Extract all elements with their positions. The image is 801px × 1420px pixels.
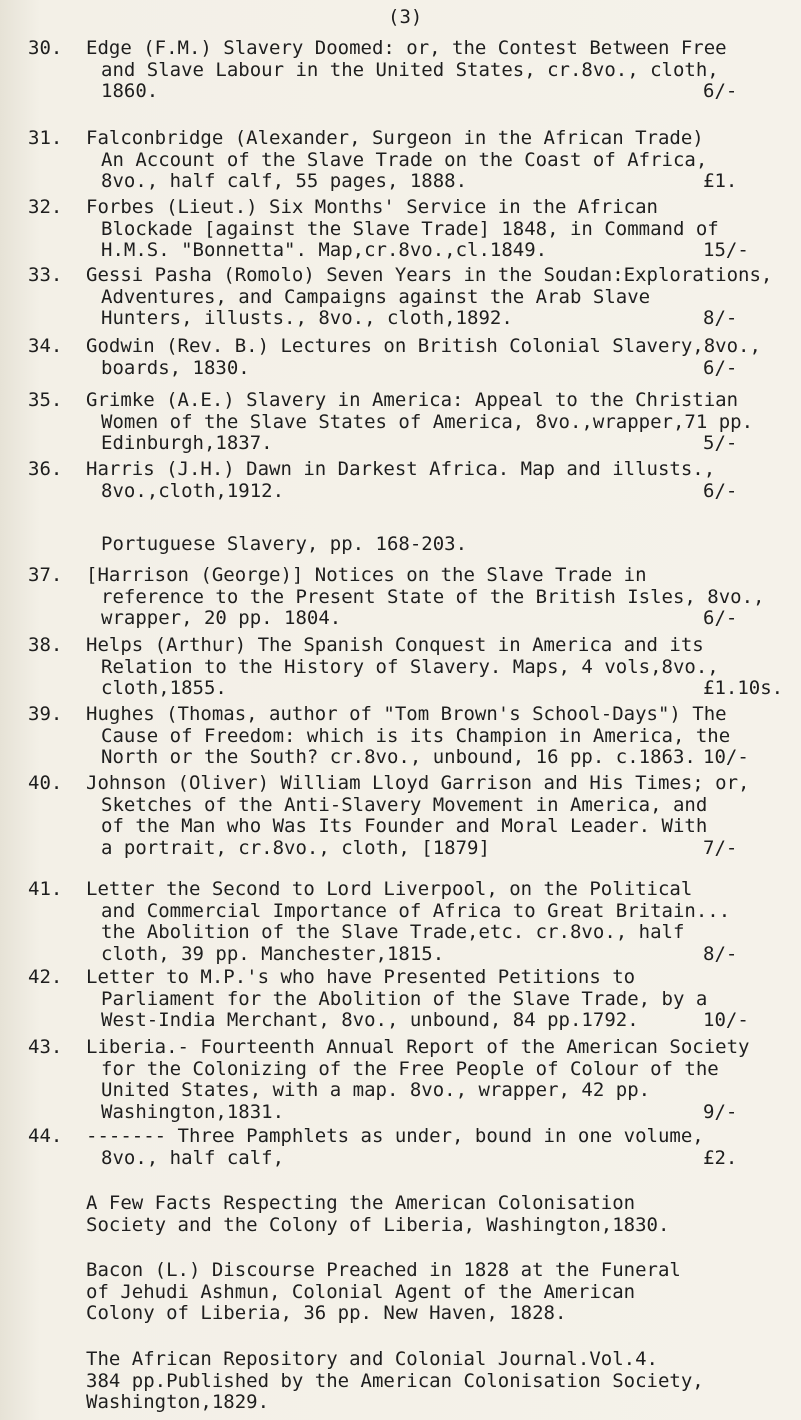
entry-text-line: [Harrison (George)] Notices on the Slave Trade in	[86, 564, 647, 586]
entry-text-line: a portrait, cr.8vo., cloth, [1879]	[101, 836, 490, 859]
entry-text-line: Falconbridge (Alexander, Surgeon in the African Trade)	[86, 127, 704, 149]
pamphlet-text-line: Bacon (L.) Discourse Preached in 1828 at the Funeral	[86, 1259, 681, 1281]
entry-text-line: Helps (Arthur) The Spanish Conquest in America and its	[86, 634, 704, 656]
pamphlet-text-line: The African Repository and Colonial Journal.Vol.4.	[86, 1348, 658, 1370]
entry-text-line: Parliament for the Abolition of the Slave Trade, by a	[101, 987, 708, 1010]
entry-price: 10/-	[703, 746, 749, 768]
entry-text-line: of the Man who Was Its Founder and Moral Leader. With	[101, 815, 708, 837]
entry-text-line: Forbes (Lieut.) Six Months' Service in the African	[86, 196, 658, 218]
entry-text-line: H.M.S. "Bonnetta". Map,cr.8vo.,cl.1849.	[101, 239, 548, 261]
entry-number: 44.	[28, 1125, 63, 1147]
entry-text-line: Cause of Freedom: which is its Champion in America, the	[101, 724, 731, 747]
entry-number: 42.	[28, 966, 63, 988]
entry-text-line: Johnson (Oliver) William Lloyd Garrison and His Times; or,	[86, 772, 750, 794]
entry-text-line: Letter the Second to Lord Liverpool, on the Political	[86, 878, 693, 900]
entry-price: 5/-	[703, 432, 738, 454]
entry-number: 39.	[28, 703, 63, 725]
entry-text-line: Grimke (A.E.) Slavery in America: Appeal to the Christian	[86, 389, 739, 411]
entry-price: 15/-	[703, 239, 749, 261]
entry-text-line: Hunters, illusts., 8vo., cloth,1892.	[101, 307, 513, 329]
entry-price: 9/-	[703, 1100, 738, 1123]
entry-text-line: Godwin (Rev. B.) Lectures on British Colonial Slavery,8vo.,	[86, 335, 761, 357]
entry-text-line: Gessi Pasha (Romolo) Seven Years in the Soudan:Explorations,	[86, 264, 773, 286]
entry-price: £1.10s.	[703, 677, 784, 699]
entry-number: 31.	[28, 127, 63, 149]
entry-text-line: 8vo.,cloth,1912.	[101, 479, 285, 502]
entry-text-line: Edinburgh,1837.	[101, 432, 273, 454]
entry-text-line: An Account of the Slave Trade on the Coast of Africa,	[101, 148, 708, 171]
pamphlet-text-line: 384 pp.Published by the American Colonisation Society,	[86, 1369, 704, 1392]
entry-number: 41.	[28, 878, 63, 900]
entry-text-line: wrapper, 20 pp. 1804.	[101, 607, 342, 629]
entry-text-line: and Commercial Importance of Africa to Great Britain...	[101, 899, 731, 922]
entry-text-line: United States, with a map. 8vo., wrapper, 42 pp.	[101, 1079, 651, 1101]
entry-price: 8/-	[703, 942, 738, 965]
pamphlet-text-line: Washington,1829.	[86, 1391, 270, 1413]
entry-text-line: Hughes (Thomas, author of "Tom Brown's School-Days") The	[86, 703, 727, 725]
entry-text-line: Adventures, and Campaigns against the Arab Slave	[101, 285, 651, 308]
entry-price: 6/-	[703, 479, 738, 502]
entry-text-line: Liberia.- Fourteenth Annual Report of the American Society	[86, 1036, 750, 1058]
entry-price: £2.	[703, 1146, 738, 1169]
entry-number: 40.	[28, 772, 63, 794]
entry-number: 33.	[28, 264, 63, 286]
entry-text-line: the Abolition of the Slave Trade,etc. cr.8vo., half	[101, 921, 685, 943]
entry-price: 8/-	[703, 307, 738, 329]
entry-note: Portuguese Slavery, pp. 168-203.	[101, 533, 468, 555]
entry-price: 6/-	[703, 80, 738, 102]
pamphlet-text-line: Society and the Colony of Liberia, Washington,1830.	[86, 1213, 670, 1236]
entry-number: 30.	[28, 37, 63, 59]
entry-text-line: Women of the Slave States of America, 8vo.,wrapper,71 pp.	[101, 410, 754, 433]
entry-text-line: cloth,1855.	[101, 677, 227, 699]
entry-text-line: Edge (F.M.) Slavery Doomed: or, the Contest Between Free	[86, 37, 727, 59]
entry-text-line: cloth, 39 pp. Manchester,1815.	[101, 942, 445, 965]
entry-text-line: Relation to the History of Slavery. Maps, 4 vols,8vo.,	[101, 655, 719, 678]
entry-text-line: and Slave Labour in the United States, cr.8vo., cloth,	[101, 58, 719, 81]
entry-number: 38.	[28, 634, 63, 656]
pamphlet-text-line: A Few Facts Respecting the American Colonisation	[86, 1192, 636, 1214]
entry-price: 7/-	[703, 836, 738, 859]
entry-text-line: Harris (J.H.) Dawn in Darkest Africa. Map and illusts.,	[86, 458, 716, 480]
entry-price: £1.	[703, 170, 738, 192]
entry-text-line: 8vo., half calf,	[101, 1146, 285, 1169]
entry-text-line: boards, 1830.	[101, 356, 250, 379]
pamphlet-text-line: of Jehudi Ashmun, Colonial Agent of the American	[86, 1280, 636, 1303]
entry-price: 10/-	[703, 1009, 749, 1031]
page-number: (3)	[388, 6, 423, 28]
entry-number: 35.	[28, 389, 63, 411]
entry-text-line: Blockade [against the Slave Trade] 1848, in Command of	[101, 217, 719, 240]
entry-text-line: Sketches of the Anti-Slavery Movement in America, and	[101, 793, 708, 816]
entry-text-line: North or the South? cr.8vo., unbound, 16 pp. c.1863.	[101, 746, 696, 768]
entry-text-line: Washington,1831.	[101, 1100, 285, 1123]
entry-text-line: 8vo., half calf, 55 pages, 1888.	[101, 170, 468, 192]
entry-text-line: ------- Three Pamphlets as under, bound in one volume,	[86, 1125, 704, 1147]
entry-text-line: 1860.	[101, 80, 159, 102]
entry-text-line: reference to the Present State of the British Isles, 8vo.,	[101, 585, 765, 608]
entry-number: 36.	[28, 458, 63, 480]
entry-number: 37.	[28, 564, 63, 586]
entry-price: 6/-	[703, 607, 738, 629]
entry-text-line: for the Colonizing of the Free People of Colour of the	[101, 1057, 719, 1080]
pamphlet-text-line: Colony of Liberia, 36 pp. New Haven, 1828.	[86, 1302, 567, 1324]
entry-number: 34.	[28, 335, 63, 357]
entry-number: 43.	[28, 1036, 63, 1058]
entry-text-line: West-India Merchant, 8vo., unbound, 84 pp.1792.	[101, 1009, 639, 1031]
entry-price: 6/-	[703, 356, 738, 379]
entry-text-line: Letter to M.P.'s who have Presented Petitions to	[86, 966, 636, 988]
entry-number: 32.	[28, 196, 63, 218]
